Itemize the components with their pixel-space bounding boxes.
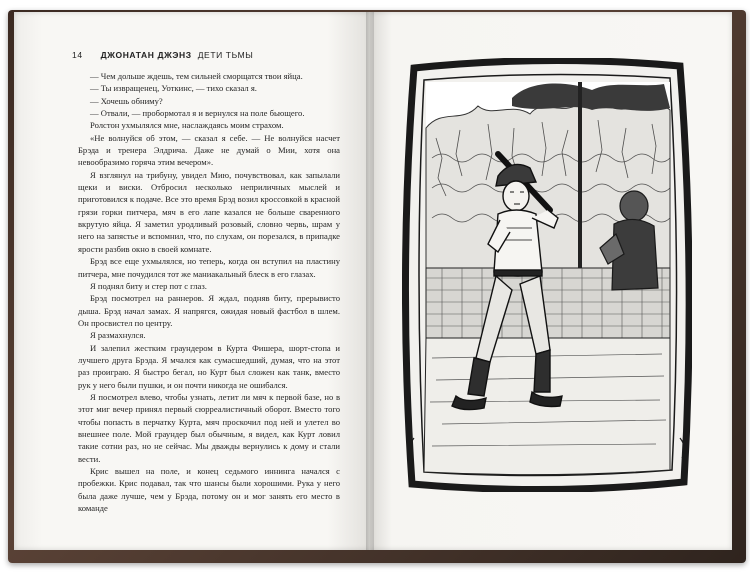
paragraph: — Отвали, — пробормотал я и вернулся на поле бьющего. bbox=[90, 108, 305, 119]
paragraph: Я размахнулся. bbox=[90, 330, 146, 341]
book-gutter bbox=[366, 12, 374, 550]
body-text bbox=[78, 70, 340, 514]
paragraph: Я посмотрел влево, чтобы узнать, летит ли мяч к первой базе, но в этот миг вечер принял первый сюрреалистичный оборот. Вместо того чтобы попасть в перчатку Курта, мяч проскочил под ней и улетел во внешнее поле. Мой граундер был обычным, я видел, как Курт ловил такие сотни раз, но не сейчас. Мы дважды вернулись к дому и стали вести. bbox=[78, 391, 340, 464]
paragraph: Я взглянул на трибуну, увидел Мию, почувствовал, как запылали щеки и виски. Отбросил несколько неприличных мыслей и приготовился к подаче. Все это время Брэд возил кроссовкой в красной грязи горки питчера, мяч в его лапе казался не больше сваренного вкрутую яйца. Я заметил уродливый розовый, словно червь, шрам у него на запястье и вспомнил, что, по слухам, он порезался, в припадке ярости разбив окно в своей комнате. bbox=[78, 169, 340, 254]
paragraph: «Не волнуйся об этом, — сказал я себе. — Не волнуйся насчет Брэда и тренера Элдрича. Даже не думай о Мии, хотя она невообразимо горяча этим вечером». bbox=[78, 132, 340, 168]
running-header bbox=[72, 50, 253, 60]
header-author: ДЖОНАТАН ДЖЭНЗ bbox=[100, 50, 192, 60]
paragraph: Я поднял биту и стер пот с глаз. bbox=[90, 280, 207, 291]
paragraph: — Чем дольше ждешь, тем сильней сморщатся твои яйца. bbox=[90, 71, 303, 81]
paragraph: — Ты извращенец, Уоткинс, — тихо сказал я. bbox=[90, 83, 257, 94]
paragraph: Брэд посмотрел на раннеров. Я ждал, подняв биту, прерывисто дыша. Брэд начал замах. Я напрягся, ожидая новый фастбол в шлем. Он просвистел по центру. bbox=[78, 293, 340, 328]
paragraph: Ролстон ухмылялся мне, наслаждаясь моим страхом. bbox=[90, 120, 284, 131]
paragraph: И залепил жестким граундером в Курта Фишера, шорт-стопа и лучшего друга Брэда. Я мчался как сумасшедший, думая, что на этот раз проиграю. Я быстро бегал, но Курт был сложен как танк, вместо рук у него были пушки, и он почти никогда не ошибался. bbox=[78, 342, 340, 390]
baseball-illustration bbox=[402, 58, 692, 492]
paragraph: Брэд все еще ухмылялся, но теперь, когда он вступил на пластину питчера, мне почудился тот же маниакальный блеск в его глазах. bbox=[78, 256, 340, 279]
header-title: ДЕТИ ТЬМЫ bbox=[197, 50, 254, 60]
paragraph: Крис вышел на поле, и конец седьмого иннинга начался с пробежки. Крис подавал, так что шансы были хорошими. Рука у него была даже лучше, чем у Брэда, потому он и мог занять его место в команде bbox=[78, 466, 340, 514]
page-number: 14 bbox=[72, 50, 83, 60]
paragraph: — Хочешь обниму? bbox=[90, 95, 163, 106]
